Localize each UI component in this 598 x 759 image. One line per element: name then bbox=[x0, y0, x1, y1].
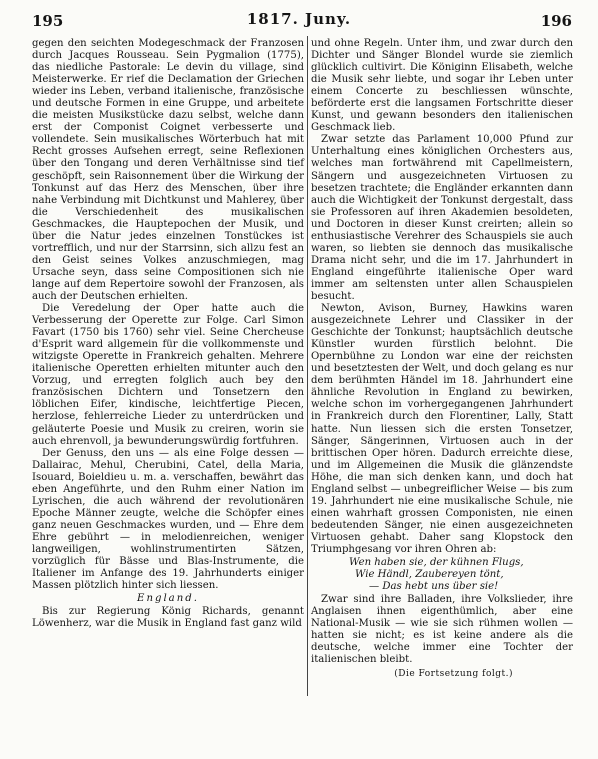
poem-line: — Das hebt uns über sie! bbox=[369, 581, 499, 593]
column-divider bbox=[307, 36, 308, 696]
paragraph-balladen: Zwar sind ihre Balladen, ihre Volkslieder, ihre Anglaisen ihnen eigenthümlich, aber eine National-Musik — wie sie sich rühmen wollen — hatten sie nicht; es ist keine andere als die deutsche, welche immer eine Tochter der italienischen bleibt. bbox=[311, 594, 573, 666]
paragraph-rousseau: gegen den seichten Modegeschmack der Franzosen durch Jacques Rousseau. Sein Pygmalion (1775), das niedliche Pastorale: Le devin du village, sind Meisterwerke. Er rief die Declamation der Griechen wieder ins Leben, verband italienische, französische und deutsche Formen in eine Gruppe, und arbeitete die meisten Musikstücke dazu selbst, welche dann erst der Componist Coignet verbesserte und vollendete. Sein musikalisches Wörterbuch hat mit Recht grosses Aufsehen erregt, seine Reflexionen über den Tongang und deren Verhältnisse sind tief geschöpft, sein Raisonnement über die Wirkung der Tonkunst auf das Herz des Menschen, über ihre nahe Verbindung mit Dichtkunst und Mahlerey, über die Verschiedenheit des musikalischen Geschmackes, die Hauptepochen der Musik, und über die Natur jedes einzelnen Tonstückes ist vortrefflich, und nur der Starrsinn, sich allzu fest an den Geist seines Volkes anzuschmiegen, mag Ursache seyn, dass seine Compositionen sich nie lange auf dem Repertoire sowohl der Franzosen, als auch der Deutschen erhielten. bbox=[32, 38, 304, 302]
right-column bbox=[311, 38, 573, 680]
paragraph-operette: Die Veredelung der Oper hatte auch die Verbesserung der Operette zur Folge. Carl Simon Favart (1750 bis 1760) sehr viel. Seine Chercheuse d'Esprit ward allgemein für die vollkommenste und witzigste Operette in Frankreich gehalten. Mehrere italienische Operetten erhielten mitunter auch den Vorzug, und erregten folglich auch bey den französischen Dichtern und Tonsetzern den löblichen Eifer, kindische, leichtfertige Piecen, herzlose, fehlerreiche Lieder zu unterdrücken und geläuterte Poesie und Musik zu creiren, worin sie auch ehrenvoll, ja bewunderungswürdig fortfuhren. bbox=[32, 303, 304, 447]
page-number-left: 195 bbox=[32, 12, 64, 30]
poem-line: Wie Händl, Zaubereyen tönt, bbox=[355, 569, 504, 581]
paragraph-genuss: Der Genuss, den uns — als eine Folge dessen — Dallairac, Mehul, Cherubini, Catel, della Maria, Isouard, Boieldieu u. m. a. verschaffen, bewährt das eben Angeführte, und den Ruhm einer Nation im Lyrischen, die auch während der revolutionären Epoche Männer zeugte, welche die Schöpfer eines ganz neuen Geschmackes wurden, und — Ehre dem Ehre gebührt — in melodienreichen, weniger langweiligen, wohlinstrumentirten Sätzen, vorzüglich für Bässe und Blas-Instrumente, die Italiener im Anfange des 19. Jahrhunderts einiger Massen plötzlich hinter sich liessen. bbox=[32, 447, 304, 592]
paragraph-richards: Bis zur Regierung König Richards, genannt Löwenherz, war die Musik in England fast ganz wild bbox=[32, 606, 304, 630]
paragraph-parlament: Zwar setzte das Parlament 10,000 Pfund zur Unterhaltung eines königlichen Orchesters aus, welches man fortwährend mit Capellmeistern, Sängern und ausgezeichneten Virtuosen zu besetzen trachtete; die Engländer erkannten dann auch die Wichtigkeit der Tonkunst dergestalt, dass sie Professoren auf ihren Akademien besoldeten, und Doctoren in dieser Kunst creirten; allein so enthusiastische Verehrer des Schauspiels sie auch waren, so liebten sie dennoch das musikalische Drama nicht sehr, und die im 17. Jahrhundert in England eingeführte italienische Oper ward immer am seltensten unter allen Schauspielen besucht. bbox=[311, 134, 573, 302]
header-date: 1817. Juny. bbox=[246, 10, 352, 28]
poem-line: Wen haben sie, der kühnen Flugs, bbox=[349, 557, 524, 569]
paragraph-blondel: und ohne Regeln. Unter ihm, und zwar durch den Dichter und Sänger Blondel wurde sie ziemlich glücklich cultivirt. Die Königinn Elisabeth, welche die Musik sehr liebte, und sogar ihr Leben unter einem Concerte zu beschliessen wünschte, beförderte erst die langsamen Fortschritte dieser Kunst, und gewann besonders den italienischen Geschmack lieb. bbox=[311, 38, 573, 134]
page-number-right: 196 bbox=[540, 12, 572, 30]
paragraph-newton: Newton, Avison, Burney, Hawkins waren ausgezeichnete Lehrer und Classiker in der Geschichte der Tonkunst; hauptsächlich deutsche Künstler wurden fürstlich belohnt. Die Opernbühne zu London war eine der reichsten und besetztesten der Welt, und doch gelang es nur dem berühmten Händel im 18. Jahrhundert eine ähnliche Revolution in England zu bewirken, welche schon im vorhergegangenen Jahrhundert in Frankreich durch den Florentiner, Lally, Statt hatte. Nun liessen sich die ersten Tonsetzer, Sänger, Sängerinnen, Virtuosen auch in der brittischen Oper hören. Dadurch erreichte diese, und im Allgemeinen die Musik die glänzendste Höhe, die man sich denken kann, und doch hat England selbst — unbegreiflicher Weise — bis zum 19. Jahrhundert nie eine musikalische Schule, nie einen wahrhaft grossen Componisten, nie einen bedeutenden Sänger, nie einen ausgezeichneten Virtuosen gehabt. Daher sang Klopstock den Triumphgesang vor ihren Ohren ab: bbox=[311, 303, 573, 555]
continuation-note: (Die Fortsetzung folgt.) bbox=[394, 669, 513, 680]
left-column bbox=[32, 38, 304, 630]
section-heading-england: England. bbox=[137, 593, 199, 605]
page-header bbox=[0, 0, 598, 40]
klopstock-poem bbox=[349, 557, 573, 593]
